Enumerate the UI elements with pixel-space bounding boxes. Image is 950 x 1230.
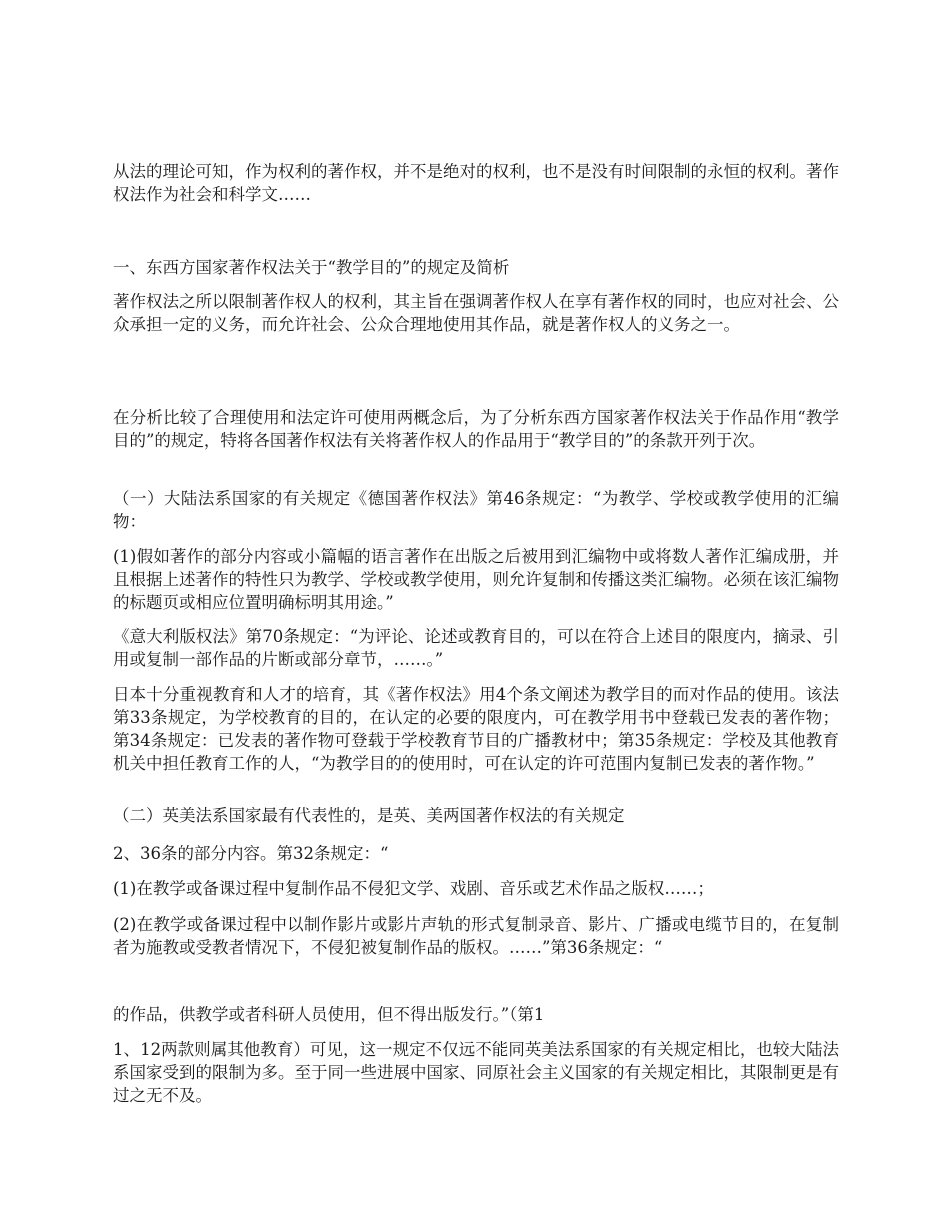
document-page	[113, 0, 839, 1230]
body-paragraph: 2、36条的部分内容。第32条规定：“	[113, 844, 389, 863]
subsection-heading: （二）英美法系国家最有代表性的，是英、美两国著作权法的有关规定	[113, 806, 625, 825]
body-paragraph: (2)在教学或备课过程中以制作影片或影片声轨的形式复制录音、影片、广播或电缆节目的，在复制者为施教或受教者情况下，不侵犯被复制作品的版权。……”第36条规定：“	[113, 915, 839, 957]
body-paragraph: （一）大陆法系国家的有关规定《德国著作权法》第46条规定：“为教学、学校或教学使用的汇编物：	[113, 489, 839, 531]
section-heading: 一、东西方国家著作权法关于“教学目的”的规定及简析	[113, 258, 510, 277]
body-paragraph: 1、12两款则属其他教育）可见，这一规定不仅远不能同英美法系国家的有关规定相比，也较大陆法系国家受到的限制为多。至于同一些进展中国家、同原社会主义国家的有关规定相比，其限制更是有过之无不及。	[113, 1040, 839, 1105]
body-paragraph: 在分析比较了合理使用和法定许可使用两概念后，为了分析东西方国家著作权法关于作品作用“教学目的”的规定，特将各国著作权法有关将著作权人的作品用于“教学目的”的条款开列于次。	[113, 408, 839, 450]
body-paragraph: 日本十分重视教育和人才的培育，其《著作权法》用4个条文阐述为教学目的而对作品的使用。该法第33条规定，为学校教育的目的，在认定的必要的限度内，可在教学用书中登载已发表的著作物；第34条规定：已发表的著作物可登载于学校教育节目的广播教材中；第35条规定：学校及其他教育机关中担任教育工作的人，“为教学目的的使用时，可在认定的许可范围内复制已发表的著作物。”	[113, 685, 839, 773]
body-paragraph: 著作权法之所以限制著作权人的权利，其主旨在强调著作权人在享有著作权的同时，也应对社会、公众承担一定的义务，而允许社会、公众合理地使用其作品，就是著作权人的义务之一。	[113, 292, 839, 334]
body-paragraph: (1)假如著作的部分内容或小篇幅的语言著作在出版之后被用到汇编物中或将数人著作汇编成册，并且根据上述著作的特性只为教学、学校或教学使用，则允许复制和传播这类汇编物。必须在该汇编物的标题页或相应位置明确标明其用途。”	[113, 547, 839, 612]
body-paragraph: 的作品，供教学或者科研人员使用，但不得出版发行。”（第1	[113, 1005, 545, 1024]
body-paragraph: 《意大利版权法》第70条规定：“为评论、论述或教育目的，可以在符合上述目的限度内，摘录、引用或复制一部作品的片断或部分章节，……。”	[113, 627, 839, 669]
body-paragraph: (1)在教学或备课过程中复制作品不侵犯文学、戏剧、音乐或艺术作品之版权……；	[113, 879, 714, 898]
intro-paragraph: 从法的理论可知，作为权利的著作权，并不是绝对的权利，也不是没有时间限制的永恒的权利。著作权法作为社会和科学文……	[113, 162, 839, 204]
